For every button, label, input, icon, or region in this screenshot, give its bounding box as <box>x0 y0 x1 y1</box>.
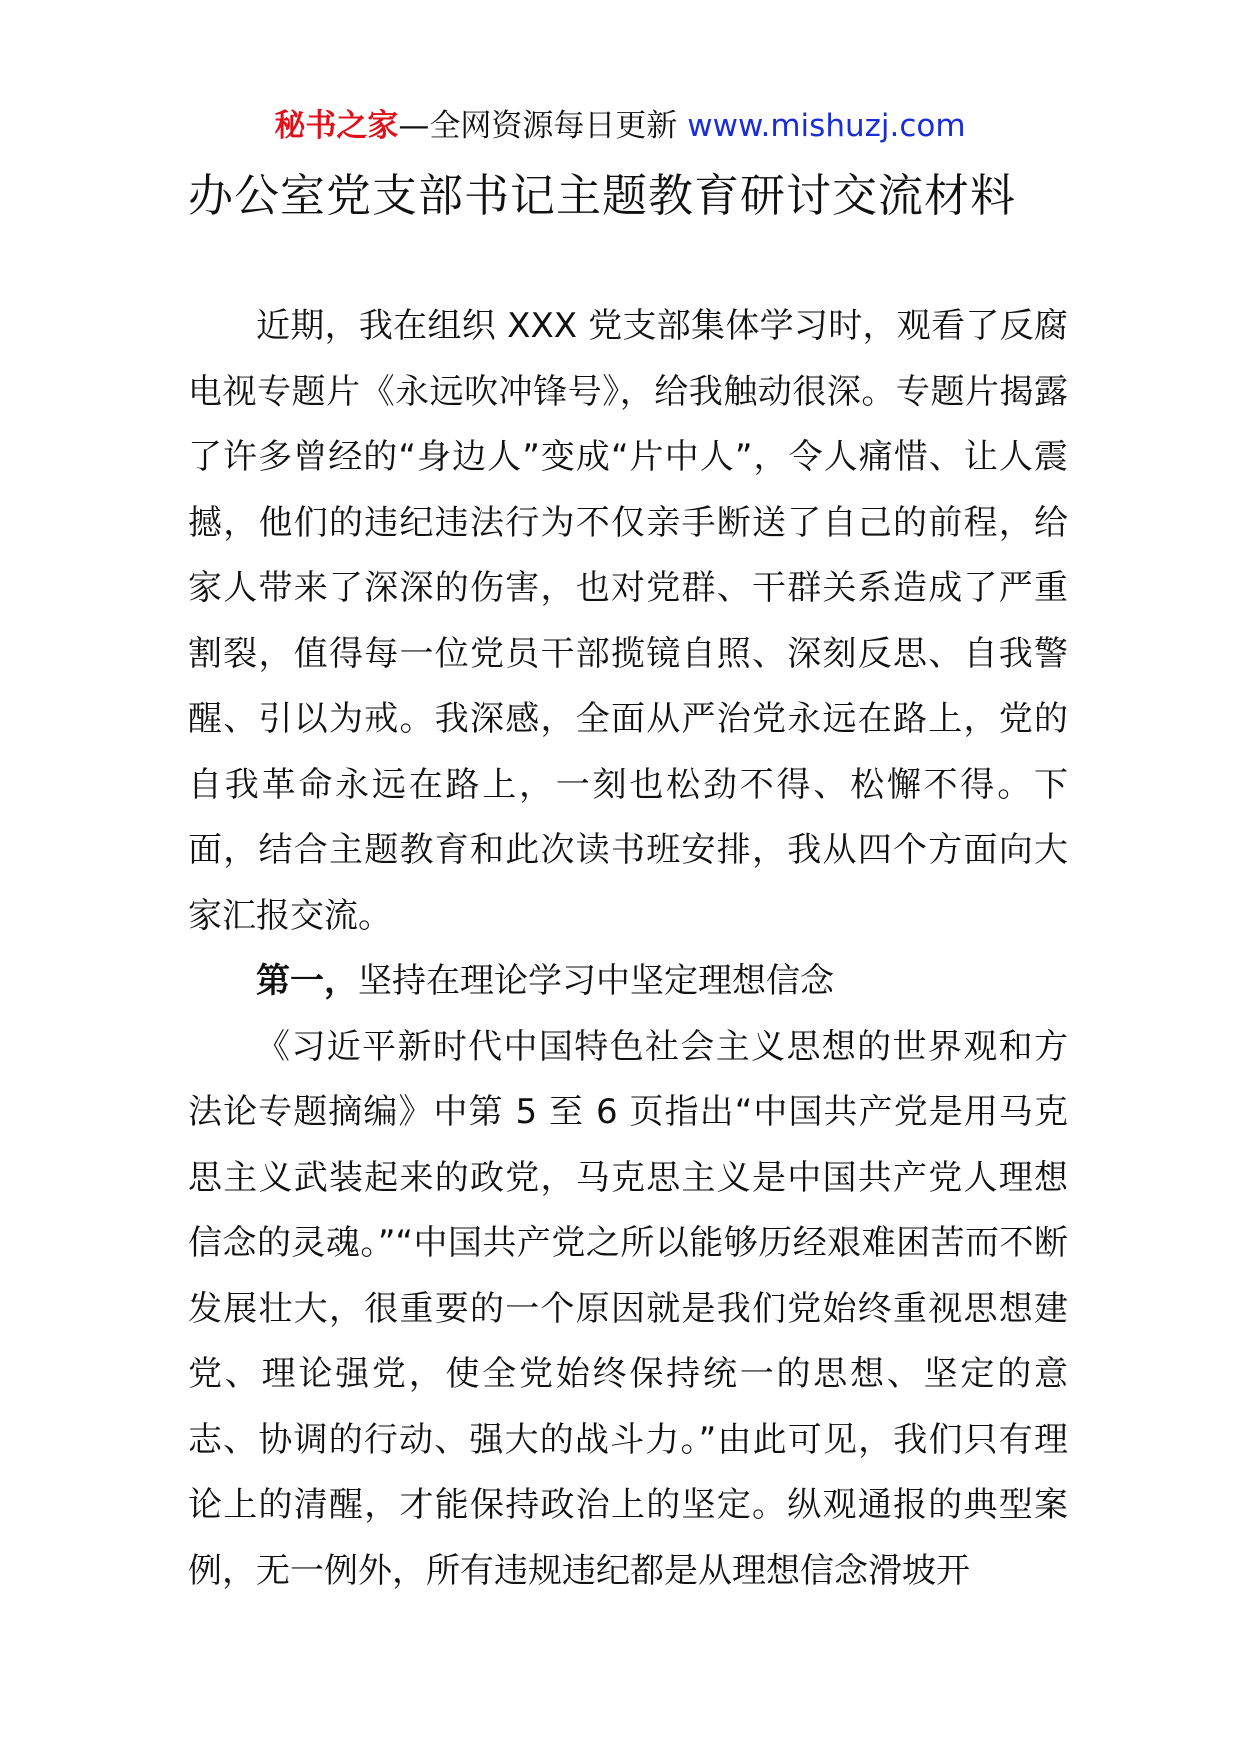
site-brand: 秘书之家 <box>274 108 399 144</box>
document-body <box>188 294 1068 1604</box>
site-header <box>0 104 1240 148</box>
document-title: 办公室党支部书记主题教育研讨交流材料 <box>188 169 1017 222</box>
section-heading <box>188 949 1068 1015</box>
body-paragraph: 《习近平新时代中国特色社会主义思想的世界观和方法论专题摘编》中第 5 至 6 页指出“中国共产党是用马克思主义武装起来的政党，马克思主义是中国共产党人理想信念的灵魂。”“中国共产党之所以能够历经艰难困苦而不断发展壮大，很重要的一个原因就是我们党始终重视思想建党、理论强党，使全党始终保持统一的思想、坚定的意志、协调的行动、强大的战斗力。”由此可见，我们只有理论上的清醒，才能保持政治上的坚定。纵观通报的典型案例，无一例外，所有违规违纪都是从理想信念滑坡开 <box>188 1026 1068 1591</box>
intro-paragraph: 近期，我在组织 XXX 党支部集体学习时，观看了反腐电视专题片《永远吹冲锋号》，给我触动很深。专题片揭露了许多曾经的“身边人”变成“片中人”，令人痛惜、让人震撼，他们的违纪违法行为不仅亲手断送了自己的前程，给家人带来了深深的伤害，也对党群、干群关系造成了严重割裂，值得每一位党员干部揽镜自照、深刻反思、自我警醒、引以为戒。我深感，全面从严治党永远在路上，党的自我革命永远在路上，一刻也松劲不得、松懈不得。下面，结合主题教育和此次读书班安排，我从四个方面向大家汇报交流。 <box>188 306 1068 936</box>
section-heading-lead: 第一， <box>256 961 358 1001</box>
section-heading-text: 坚持在理论学习中坚定理想信念 <box>358 961 834 1001</box>
site-url-link[interactable]: www.mishuzj.com <box>687 108 966 144</box>
site-slogan: —全网资源每日更新 <box>398 108 688 144</box>
